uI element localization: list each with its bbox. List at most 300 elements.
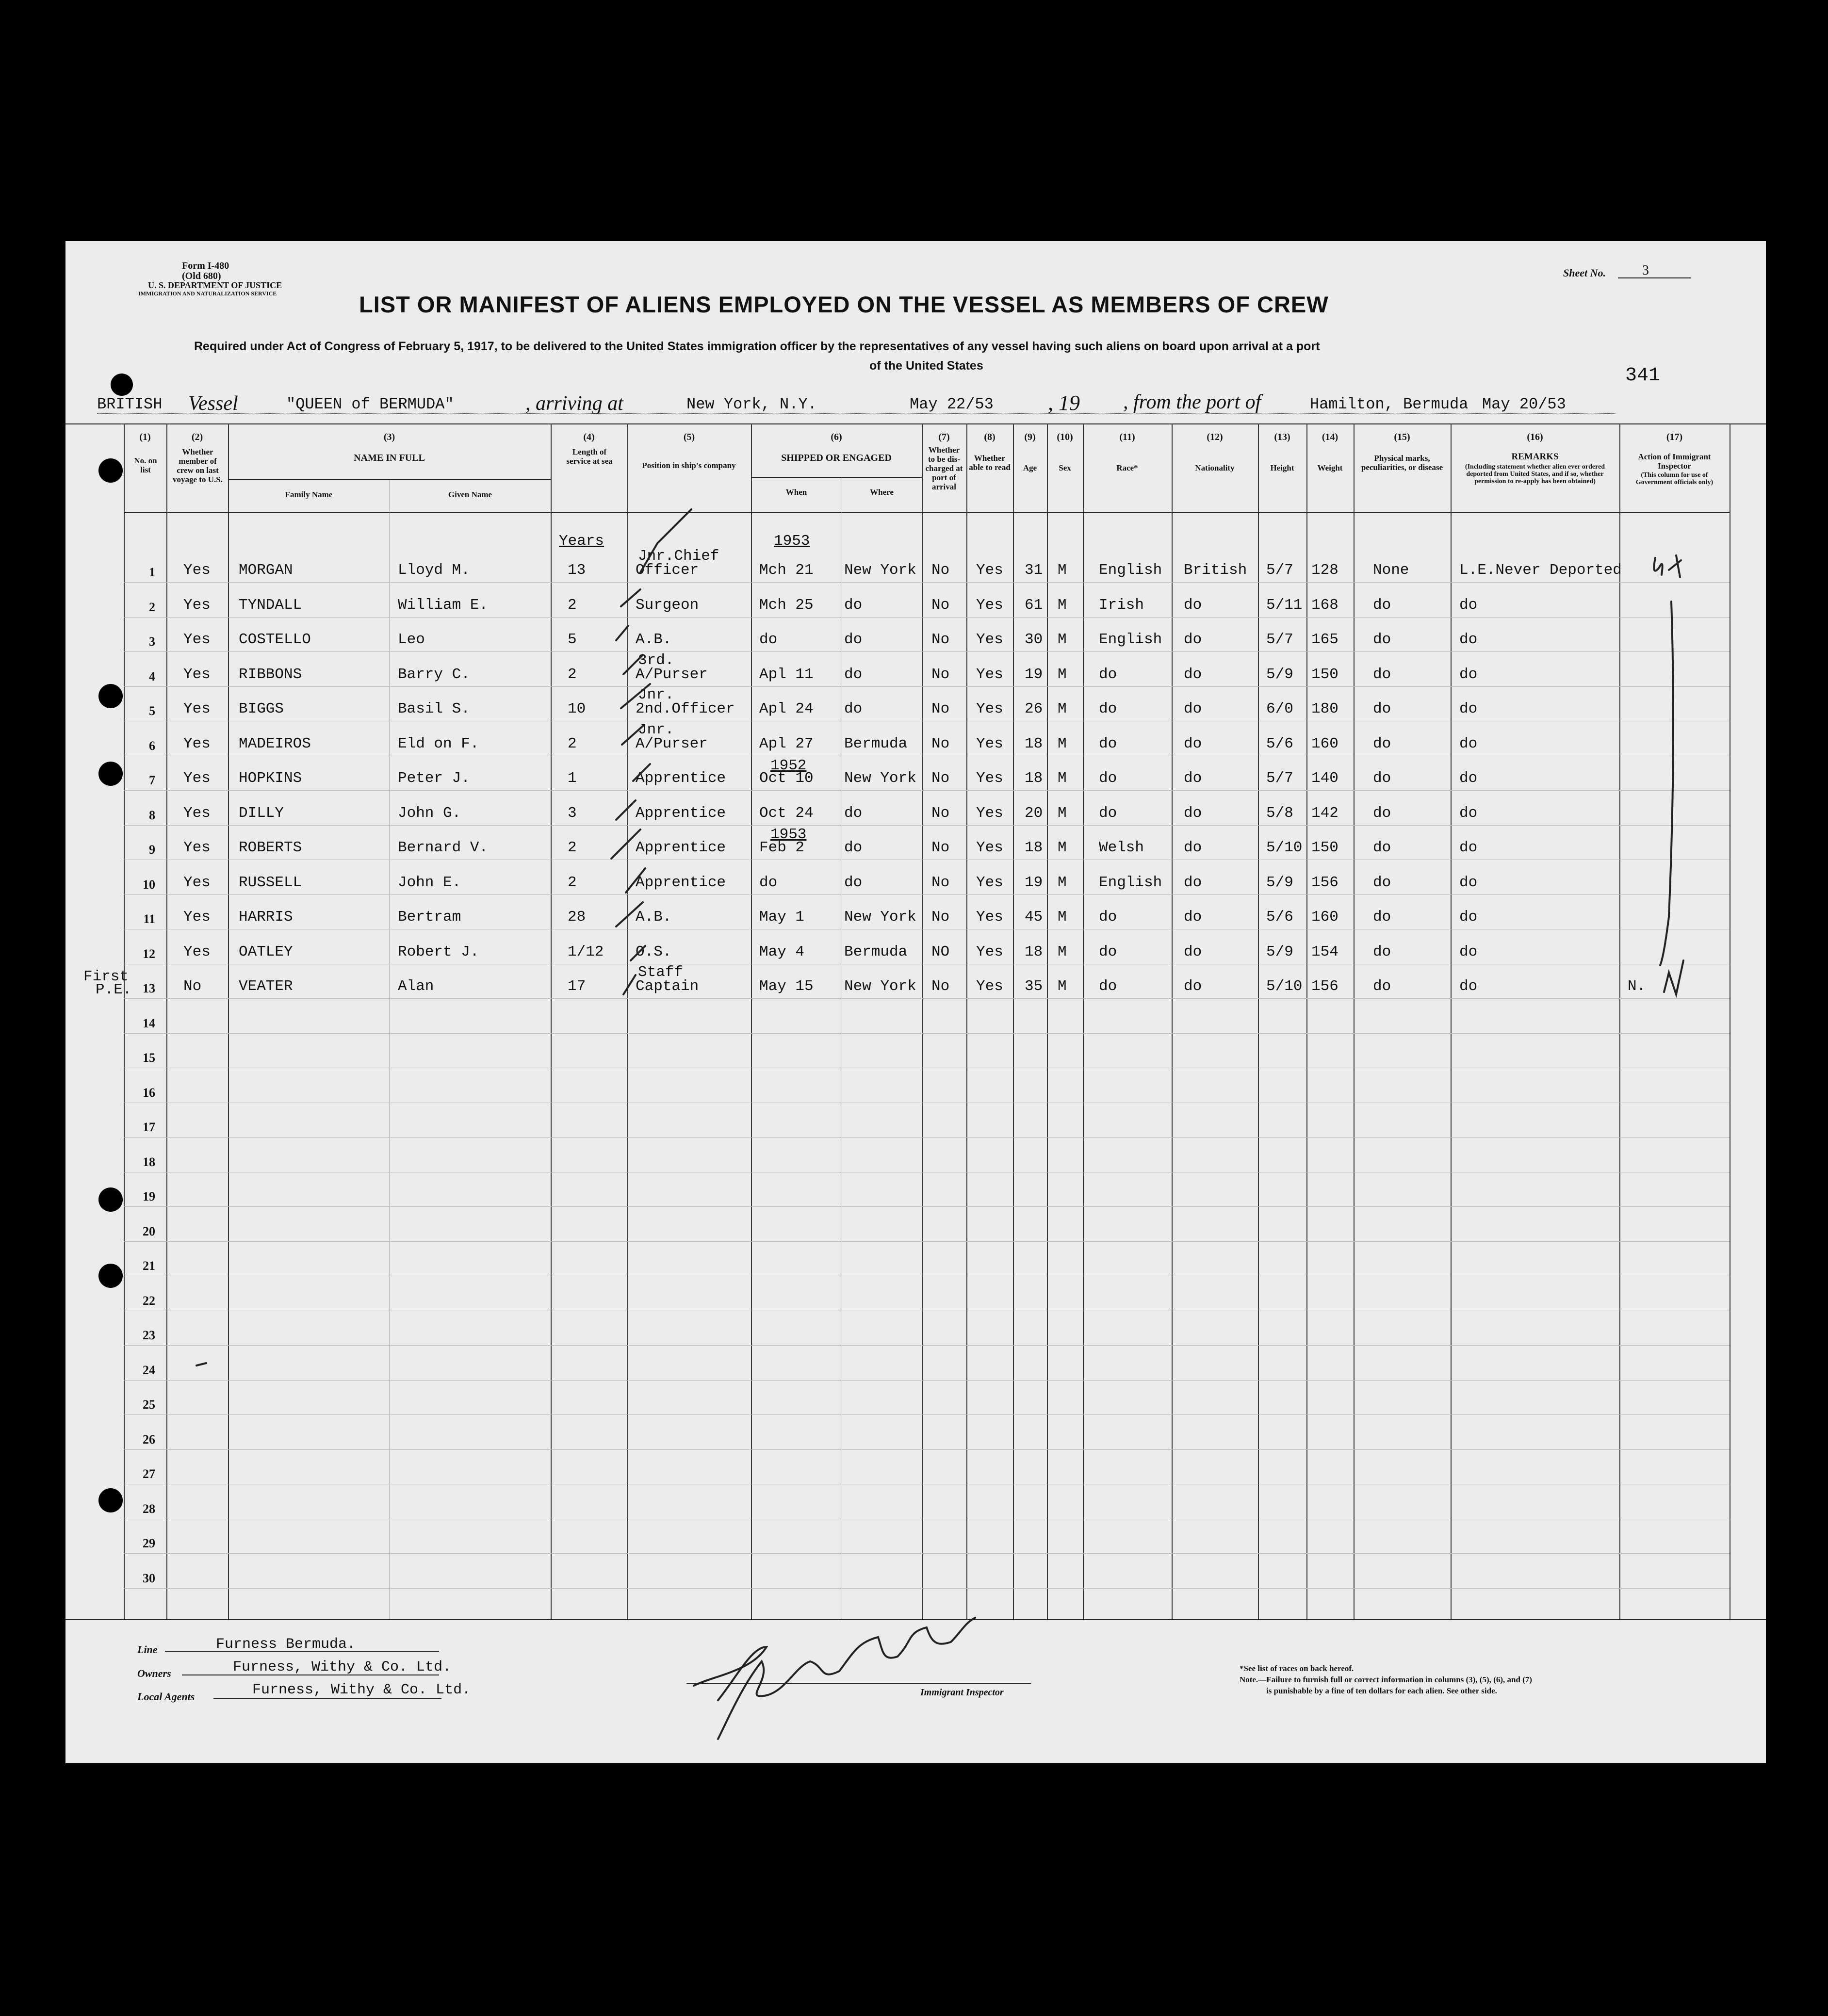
row-number: 23	[143, 1328, 155, 1342]
cell-disch: No	[931, 839, 950, 856]
cell-disch: No	[931, 909, 950, 926]
cell-family: BIGGS	[239, 700, 284, 717]
col-header-family: Family Name	[285, 490, 333, 499]
cell-family: VEATER	[239, 978, 293, 995]
cell-where: do	[844, 631, 863, 648]
cell-family: MORGAN	[239, 562, 293, 579]
cell-sex: M	[1058, 735, 1067, 752]
service: IMMIGRATION AND NATURALIZATION SERVICE	[138, 290, 277, 297]
cell-remarks: do	[1459, 631, 1478, 648]
line-label: Line	[137, 1643, 158, 1656]
cell-race: Welsh	[1099, 839, 1144, 856]
col-header-nationality: Nationality	[1195, 463, 1235, 472]
cell-race: do	[1099, 770, 1117, 787]
cell-nat: do	[1184, 839, 1202, 856]
cell-weight: 156	[1311, 874, 1338, 891]
row-number: 15	[143, 1051, 155, 1065]
vessel-name: "QUEEN of BERMUDA"	[286, 395, 454, 413]
cell-disch: No	[931, 735, 950, 752]
cell-remarks: do	[1459, 770, 1478, 787]
cell-where: Bermuda	[844, 943, 908, 960]
cell-pos1: 3rd.	[638, 651, 674, 669]
col-number: (15)	[1394, 432, 1410, 442]
cell-read: Yes	[976, 735, 1003, 752]
cell-where: do	[844, 839, 863, 856]
cell-marks: do	[1373, 770, 1391, 787]
cell-service: 2	[568, 874, 577, 891]
cell-pos2: Apprentice	[636, 804, 726, 822]
cell-when: May 1	[759, 909, 805, 926]
cell-crew: Yes	[183, 735, 211, 752]
cell-pos2: Apprentice	[636, 874, 726, 891]
cell-when: May 15	[759, 978, 814, 995]
cell-when: Oct 24	[759, 804, 814, 822]
row-number: 28	[143, 1501, 155, 1516]
cell-service: 3	[568, 804, 577, 822]
row-number: 27	[143, 1467, 155, 1481]
line-underline	[165, 1651, 439, 1652]
cell-sex: M	[1058, 874, 1067, 891]
form-number: Form I-480	[182, 260, 229, 271]
cell-pos1: Jnr.	[638, 721, 674, 738]
cell-marks: do	[1373, 804, 1391, 822]
cell-where: do	[844, 804, 863, 822]
col-header-shipped: SHIPPED OR ENGAGED	[781, 453, 892, 463]
cell-sex: M	[1058, 596, 1067, 614]
cell-crew: Yes	[183, 770, 211, 787]
cell-disch: No	[931, 631, 950, 648]
cell-sex: M	[1058, 770, 1067, 787]
cell-race: do	[1099, 943, 1117, 960]
cell-marks: do	[1373, 839, 1391, 856]
cell-marks: do	[1373, 978, 1391, 995]
col-header-marks: Physical marks, peculiarities, or disease	[1361, 454, 1443, 472]
cell-height: 5/7	[1266, 631, 1293, 648]
cell-read: Yes	[976, 700, 1003, 717]
cell-race: do	[1099, 909, 1117, 926]
cell-given: Robert J.	[398, 943, 479, 960]
col-header-position: Position in ship's company	[642, 461, 736, 470]
cell-nat: British	[1184, 562, 1247, 579]
cell-age: 61	[1025, 596, 1043, 614]
first-pe-label-2: P.E.	[96, 981, 132, 998]
col-number: (16)	[1527, 432, 1543, 442]
cell-remarks: do	[1459, 909, 1478, 926]
cell-disch: NO	[931, 943, 950, 960]
cell-read: Yes	[976, 909, 1003, 926]
col-number: (7)	[938, 432, 950, 442]
cell-nat: do	[1184, 700, 1202, 717]
col-number: (6)	[831, 432, 842, 442]
owners-value: Furness, Withy & Co. Ltd.	[233, 1659, 452, 1675]
row-number: 21	[143, 1259, 155, 1273]
col-number: (3)	[383, 432, 395, 442]
cell-marks: None	[1373, 562, 1409, 579]
col-number: (12)	[1207, 432, 1223, 442]
cell-family: RUSSELL	[239, 874, 302, 891]
col-header-read: Whether able to read	[969, 454, 1011, 472]
cell-when: Feb 2	[759, 839, 805, 856]
first-pe-label: First	[83, 968, 129, 985]
cell-read: Yes	[976, 562, 1003, 579]
col-number: (1)	[139, 432, 151, 442]
cell-crew: Yes	[183, 874, 211, 891]
cell-given: Bertram	[398, 909, 461, 926]
cell-family: ROBERTS	[239, 839, 302, 856]
cell-family: DILLY	[239, 804, 284, 822]
cell-pos2: 2nd.Officer	[636, 700, 735, 717]
cell-service: 17	[568, 978, 586, 995]
col-header-name: NAME IN FULL	[354, 453, 425, 463]
cell-pos2: A.B.	[636, 631, 672, 648]
col-header-remarks: REMARKS	[1511, 452, 1559, 462]
cell-sex: M	[1058, 839, 1067, 856]
col-header-crew: Whether member of crew on last voyage to U.S.	[173, 447, 223, 484]
cell-service: 2	[568, 596, 577, 614]
cell-service: 1	[568, 770, 577, 787]
cell-height: 5/11	[1266, 596, 1303, 614]
department: U. S. DEPARTMENT OF JUSTICE	[148, 280, 282, 290]
arrival-port: New York, N.Y.	[686, 395, 817, 413]
form-old-number: (Old 680)	[182, 271, 221, 281]
cell-crew: Yes	[183, 562, 211, 579]
cell-nat: do	[1184, 804, 1202, 822]
cell-where: New York	[844, 562, 916, 579]
cell-pos2: Apprentice	[636, 770, 726, 787]
cell-given: John G.	[398, 804, 461, 822]
cell-pos2: A.B.	[636, 909, 672, 926]
cell-given: Leo	[398, 631, 425, 648]
cell-read: Yes	[976, 666, 1003, 683]
cell-remarks: do	[1459, 735, 1478, 752]
cell-given: Peter J.	[398, 770, 470, 787]
col-number: (2)	[191, 432, 203, 442]
cell-height: 5/9	[1266, 874, 1293, 891]
cell-where: New York	[844, 909, 916, 926]
cell-nat: do	[1184, 666, 1202, 683]
row-number: 18	[143, 1154, 155, 1169]
cell-height: 5/6	[1266, 735, 1293, 752]
row-number: 6	[149, 738, 155, 753]
col-number: (9)	[1024, 432, 1036, 442]
cell-read: Yes	[976, 978, 1003, 995]
cell-marks: do	[1373, 735, 1391, 752]
cell-crew: Yes	[183, 804, 211, 822]
cell-sex: M	[1058, 562, 1067, 579]
cell-where: New York	[844, 770, 916, 787]
cell-disch: No	[931, 874, 950, 891]
cell-race: do	[1099, 735, 1117, 752]
cell-weight: 150	[1311, 839, 1338, 856]
cell-service: 5	[568, 631, 577, 648]
cell-age: 20	[1025, 804, 1043, 822]
cell-remarks: do	[1459, 943, 1478, 960]
row-number: 26	[143, 1432, 155, 1447]
cell-given: Basil S.	[398, 700, 470, 717]
cell-crew: Yes	[183, 666, 211, 683]
row-number: 22	[143, 1293, 155, 1308]
cell-age: 26	[1025, 700, 1043, 717]
cell-disch: No	[931, 770, 950, 787]
cell-when: do	[759, 874, 778, 891]
cell-height: 5/8	[1266, 804, 1293, 822]
cell-service: 1/12	[568, 943, 604, 960]
col-number: (4)	[583, 432, 595, 442]
cell-service: 2	[568, 735, 577, 752]
col-header-age: Age	[1023, 463, 1037, 472]
cell-disch: No	[931, 666, 950, 683]
cell-given: John E.	[398, 874, 461, 891]
arriving-label: , arriving at	[525, 392, 623, 415]
cell-sex: M	[1058, 666, 1067, 683]
cell-disch: No	[931, 562, 950, 579]
row-number: 24	[143, 1363, 155, 1377]
row-number: 25	[143, 1398, 155, 1412]
cell-marks: do	[1373, 666, 1391, 683]
line-value: Furness Bermuda.	[216, 1636, 356, 1653]
cell-family: HOPKINS	[239, 770, 302, 787]
cell-given: Eld on F.	[398, 735, 479, 752]
row-number: 7	[149, 773, 155, 787]
cell-family: COSTELLO	[239, 631, 311, 648]
agents-value: Furness, Withy & Co. Ltd.	[252, 1682, 471, 1698]
cell-height: 5/9	[1266, 943, 1293, 960]
cell-pos2: Captain	[636, 978, 699, 995]
cell-where: do	[844, 700, 863, 717]
cell-age: 18	[1025, 839, 1043, 856]
cell-given: Alan	[398, 978, 434, 995]
cell-weight: 160	[1311, 735, 1338, 752]
row-number: 9	[149, 843, 155, 857]
col-header-service: Length of service at sea	[566, 447, 613, 466]
cell-read: Yes	[976, 874, 1003, 891]
cell-given: William E.	[398, 596, 489, 614]
col-number: (14)	[1322, 432, 1338, 442]
cell-race: do	[1099, 666, 1117, 683]
col-header-height: Height	[1270, 463, 1294, 472]
agents-underline	[213, 1698, 441, 1699]
cell-family: TYNDALL	[239, 596, 302, 614]
cell-weight: 156	[1311, 978, 1338, 995]
cell-height: 5/10	[1266, 839, 1303, 856]
vessel-nationality: BRITISH	[97, 395, 163, 413]
cell-crew: Yes	[183, 943, 211, 960]
cell-given: Lloyd M.	[398, 562, 470, 579]
cell-race: English	[1099, 874, 1162, 891]
row-number: 5	[149, 704, 155, 718]
sheet-number: 3	[1642, 263, 1649, 278]
cell-crew: Yes	[183, 839, 211, 856]
year-marker-1953b: 1953	[770, 826, 807, 843]
cell-crew: No	[183, 978, 202, 995]
cell-weight: 128	[1311, 562, 1338, 579]
from-label: , from the port of	[1123, 391, 1261, 413]
cell-family: RIBBONS	[239, 666, 302, 683]
agents-label: Local Agents	[137, 1691, 195, 1703]
cell-disch: No	[931, 804, 950, 822]
cell-race: do	[1099, 700, 1117, 717]
cell-age: 18	[1025, 735, 1043, 752]
year-label: , 19	[1048, 391, 1080, 415]
cell-family: HARRIS	[239, 909, 293, 926]
cell-age: 35	[1025, 978, 1043, 995]
cell-marks: do	[1373, 596, 1391, 614]
col-number: (8)	[984, 432, 996, 442]
cell-where: Bermuda	[844, 735, 908, 752]
inspector-label: Immigrant Inspector	[920, 1687, 1004, 1698]
row-number: 2	[149, 600, 155, 614]
col-number: (11)	[1119, 432, 1135, 442]
years-label: Years	[559, 533, 604, 550]
cell-service: 13	[568, 562, 586, 579]
cell-read: Yes	[976, 770, 1003, 787]
cell-marks: do	[1373, 874, 1391, 891]
cell-height: 5/9	[1266, 666, 1293, 683]
vessel-label: Vessel	[188, 392, 238, 415]
cell-nat: do	[1184, 909, 1202, 926]
cell-read: Yes	[976, 596, 1003, 614]
cell-disch: No	[931, 596, 950, 614]
cell-service: 28	[568, 909, 586, 926]
cell-remarks: do	[1459, 839, 1478, 856]
inspector-signature-line	[686, 1683, 1031, 1684]
cell-nat: do	[1184, 943, 1202, 960]
cell-pos2: O.S.	[636, 943, 672, 960]
col-number: (17)	[1666, 432, 1683, 442]
year-marker-1952: 1952	[770, 757, 807, 774]
cell-sex: M	[1058, 804, 1067, 822]
cell-height: 5/10	[1266, 978, 1303, 995]
cell-when: Apl 24	[759, 700, 814, 717]
cell-age: 18	[1025, 770, 1043, 787]
cell-crew: Yes	[183, 700, 211, 717]
cell-race: English	[1099, 562, 1162, 579]
cell-weight: 140	[1311, 770, 1338, 787]
col-header-when: When	[785, 488, 807, 497]
col-number: (5)	[683, 432, 695, 442]
row-number: 13	[143, 981, 155, 995]
departure-date: May 20/53	[1482, 395, 1566, 413]
cell-given: Barry C.	[398, 666, 470, 683]
cell-nat: do	[1184, 596, 1202, 614]
cell-when: Apl 27	[759, 735, 814, 752]
form-title: LIST OR MANIFEST OF ALIENS EMPLOYED ON THE VESSEL AS MEMBERS OF CREW	[359, 292, 1329, 317]
cell-sex: M	[1058, 631, 1067, 648]
cell-nat: do	[1184, 735, 1202, 752]
cell-service: 2	[568, 839, 577, 856]
col-header-sex: Sex	[1059, 463, 1071, 472]
cell-remarks: do	[1459, 700, 1478, 717]
col-number: (10)	[1057, 432, 1073, 442]
cell-sex: M	[1058, 943, 1067, 960]
cell-weight: 142	[1311, 804, 1338, 822]
col-header-action-note: (This column for use of Government officials only)	[1635, 471, 1714, 486]
cell-sex: M	[1058, 909, 1067, 926]
row-number: 11	[143, 912, 155, 926]
col-header-remarks-note: (Including statement whether alien ever ordered deported from United States, and if so, whether permission to re-apply has been obtained)	[1465, 463, 1605, 485]
arrival-date: May 22/53	[910, 395, 994, 413]
departure-port: Hamilton, Bermuda	[1310, 395, 1469, 413]
cell-sex: M	[1058, 978, 1067, 995]
form-subtitle-2: of the United States	[869, 359, 983, 373]
row-number: 3	[149, 634, 155, 649]
cell-crew: Yes	[183, 631, 211, 648]
cell-pos1: Staff	[638, 964, 684, 981]
cell-marks: do	[1373, 943, 1391, 960]
cell-height: 5/7	[1266, 562, 1293, 579]
cell-age: 31	[1025, 562, 1043, 579]
cell-read: Yes	[976, 631, 1003, 648]
cell-nat: do	[1184, 631, 1202, 648]
cell-when: Oct 10	[759, 770, 814, 787]
cell-age: 19	[1025, 666, 1043, 683]
cell-pos1: Jnr.	[638, 686, 674, 703]
cell-race: English	[1099, 631, 1162, 648]
row-number: 20	[143, 1224, 155, 1238]
cell-weight: 150	[1311, 666, 1338, 683]
cell-pos1: Jnr.Chief	[638, 548, 719, 565]
cell-remarks: do	[1459, 804, 1478, 822]
cell-where: do	[844, 596, 863, 614]
row-number: 30	[143, 1571, 155, 1585]
cell-when: Apl 11	[759, 666, 814, 683]
cell-height: 6/0	[1266, 700, 1293, 717]
cell-remarks: do	[1459, 666, 1478, 683]
col-number: (13)	[1274, 432, 1290, 442]
cell-given: Bernard V.	[398, 839, 489, 856]
cell-marks: do	[1373, 909, 1391, 926]
row-number: 8	[149, 808, 155, 822]
cell-pos2: A/Purser	[636, 735, 708, 752]
cell-pos2: Apprentice	[636, 839, 726, 856]
form-subtitle: Required under Act of Congress of February 5, 1917, to be delivered to the United States immigration officer by the representatives of any vessel having such aliens on board upon arrival at a port	[194, 340, 1320, 353]
cell-family: MADEIROS	[239, 735, 311, 752]
col-header-action: Action of Immigrant Inspector	[1638, 452, 1711, 471]
cell-read: Yes	[976, 804, 1003, 822]
cell-crew: Yes	[183, 909, 211, 926]
cell-race: Irish	[1099, 596, 1144, 614]
row-number: 4	[149, 669, 155, 683]
row-number: 1	[149, 565, 155, 579]
cell-weight: 154	[1311, 943, 1338, 960]
col-header-no: No. on list	[134, 456, 157, 474]
cell-remarks: do	[1459, 596, 1478, 614]
cell-when: do	[759, 631, 778, 648]
cell-family: OATLEY	[239, 943, 293, 960]
cell-action: N.	[1628, 978, 1646, 995]
cell-crew: Yes	[183, 596, 211, 614]
cell-marks: do	[1373, 700, 1391, 717]
row-number: 10	[143, 877, 155, 892]
cell-where: New York	[844, 978, 916, 995]
cell-weight: 168	[1311, 596, 1338, 614]
cell-when: Mch 21	[759, 562, 814, 579]
cell-remarks: L.E.Never Deported	[1459, 562, 1622, 579]
cell-disch: No	[931, 978, 950, 995]
cell-read: Yes	[976, 839, 1003, 856]
cell-disch: No	[931, 700, 950, 717]
cell-height: 5/7	[1266, 770, 1293, 787]
cell-race: do	[1099, 978, 1117, 995]
cell-pos2: Officer	[636, 562, 699, 579]
cell-service: 10	[568, 700, 586, 717]
cell-when: Mch 25	[759, 596, 814, 614]
cell-age: 19	[1025, 874, 1043, 891]
owners-label: Owners	[137, 1667, 171, 1679]
col-header-discharged: Whether to be dis-charged at port of arrival	[925, 445, 963, 491]
cell-pos2: Surgeon	[636, 596, 699, 614]
cell-height: 5/6	[1266, 909, 1293, 926]
